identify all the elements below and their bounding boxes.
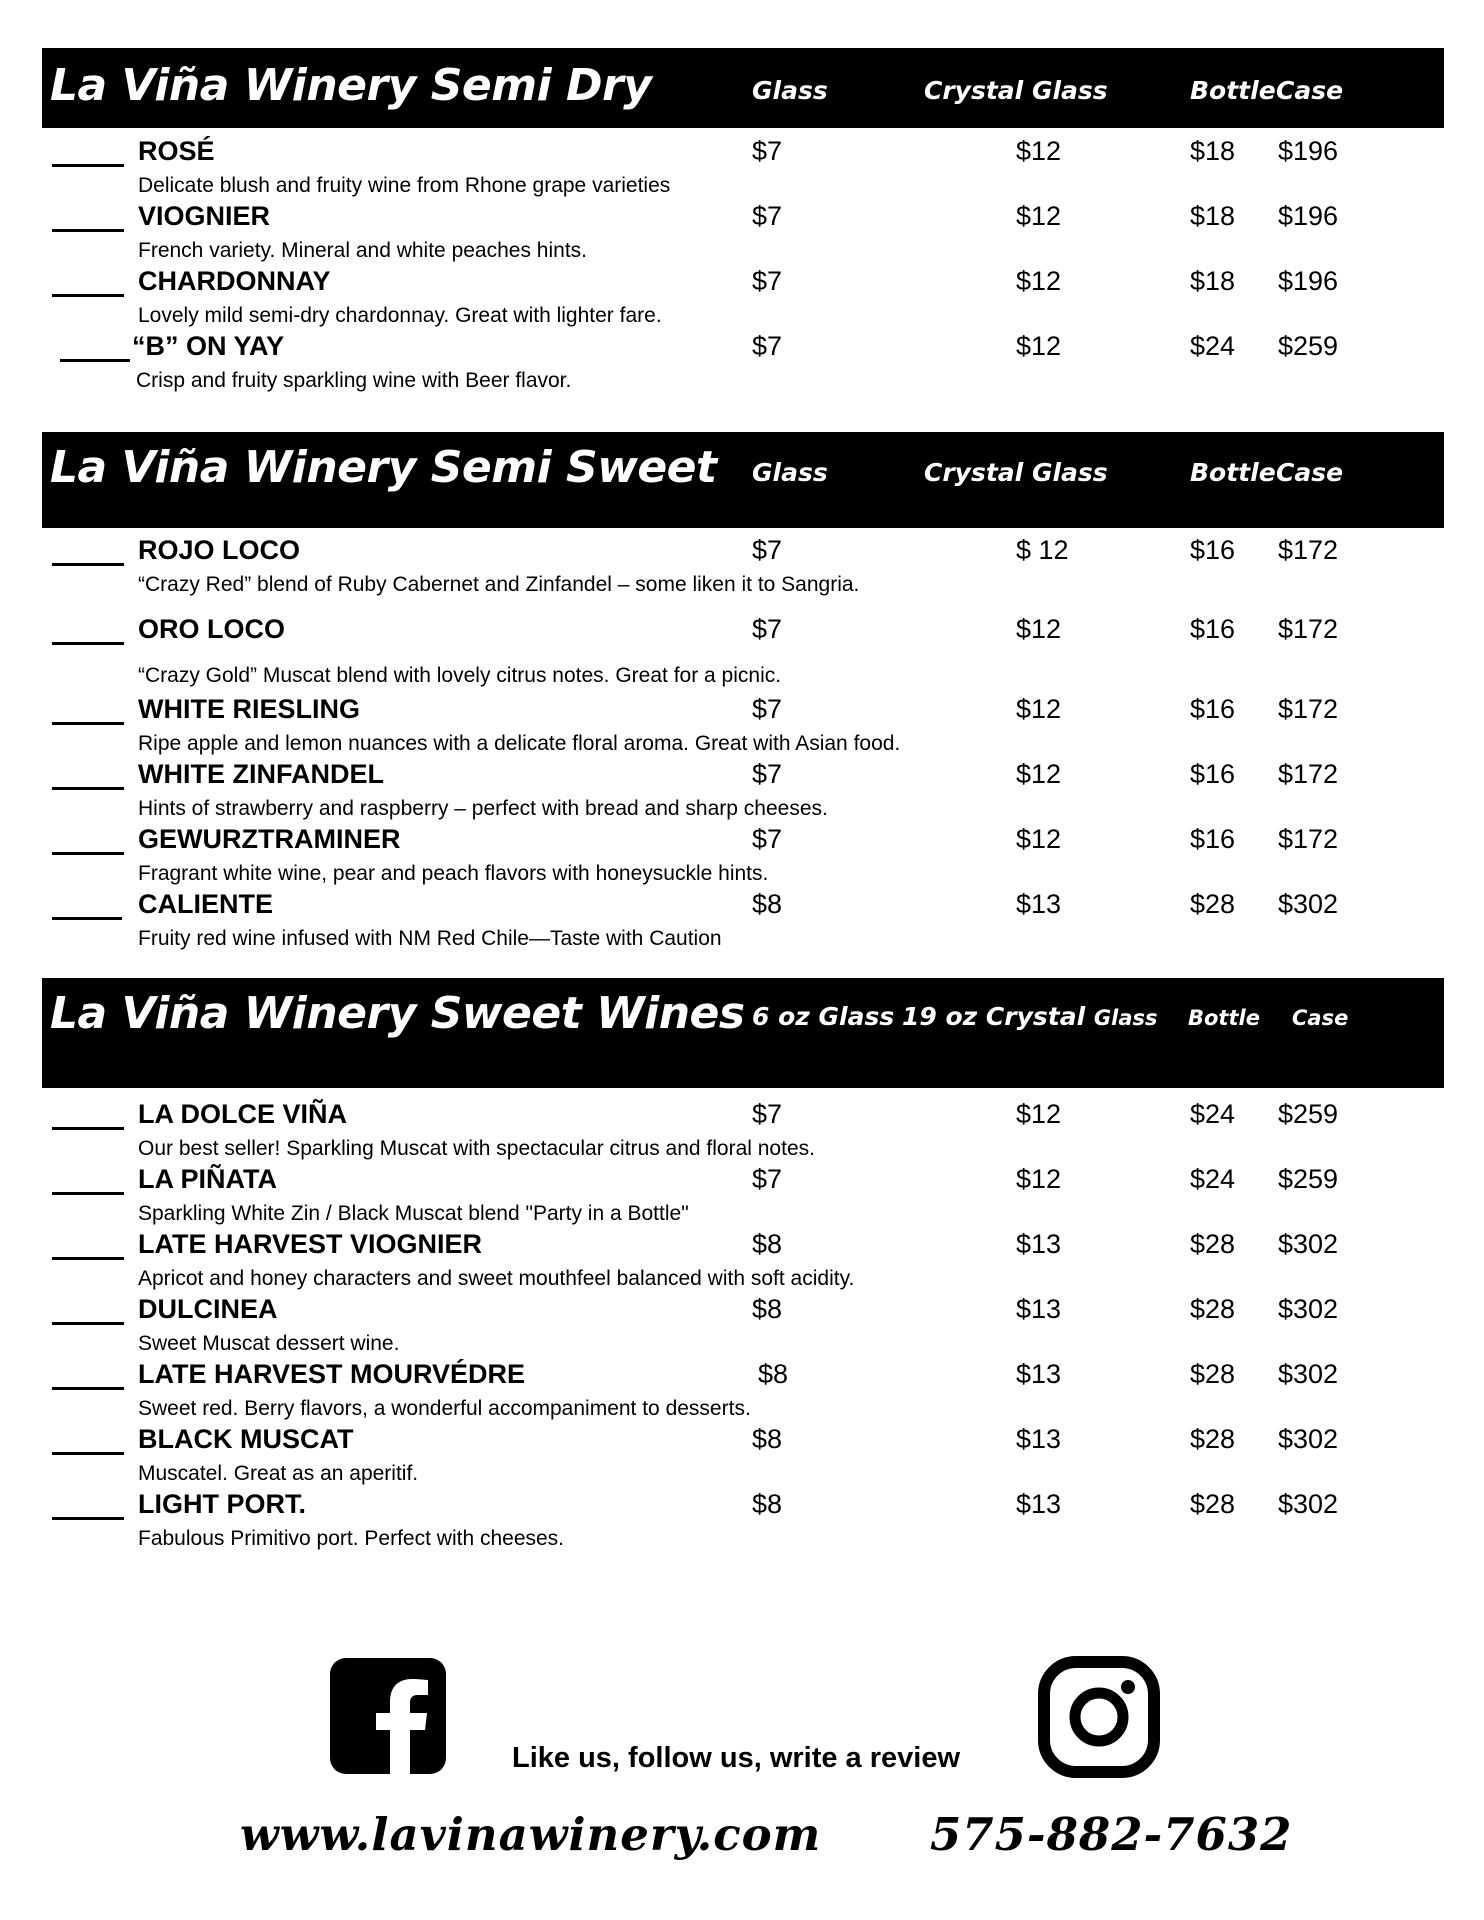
- list-item: [0, 1359, 1484, 1423]
- price-case: $302: [1278, 1294, 1339, 1324]
- price-case: $302: [1278, 1229, 1339, 1259]
- col-crystal-label: 19 oz Crystal: [902, 1002, 1086, 1031]
- wine-name: ROJO LOCO: [138, 535, 301, 565]
- price-bottle: $28: [1190, 1229, 1236, 1259]
- wine-name: WHITE ZINFANDEL: [138, 759, 384, 789]
- price-glass: $7: [752, 759, 783, 789]
- wine-name: GEWURZTRAMINER: [138, 824, 401, 854]
- price-case: $259: [1278, 1164, 1339, 1194]
- website-link[interactable]: www.lavinawinery.com: [240, 1808, 822, 1861]
- price-crystal: $12: [1016, 1099, 1062, 1129]
- quantity-blank[interactable]: [52, 624, 124, 645]
- list-item: [0, 535, 1484, 599]
- list-item: [0, 694, 1484, 758]
- col-crystal: [902, 1002, 1158, 1031]
- wine-description: Apricot and honey characters and sweet mouthfeel balanced with soft acidity.: [138, 1267, 855, 1290]
- quantity-blank[interactable]: [52, 276, 124, 297]
- price-glass: $7: [752, 266, 783, 296]
- wine-description: Muscatel. Great as an aperitif.: [138, 1462, 419, 1485]
- list-item: [0, 614, 1484, 687]
- price-crystal: $12: [1016, 331, 1062, 361]
- price-bottle: $18: [1190, 201, 1236, 231]
- list-item: [0, 266, 1484, 330]
- instagram-icon[interactable]: [1038, 1656, 1160, 1778]
- price-bottle: $16: [1190, 694, 1236, 724]
- list-item: [0, 1164, 1484, 1228]
- price-crystal: $12: [1016, 759, 1062, 789]
- price-bottle: $18: [1190, 136, 1236, 166]
- price-crystal: $13: [1016, 889, 1062, 919]
- list-item: [0, 824, 1484, 888]
- wine-name: DULCINEA: [138, 1294, 278, 1324]
- price-case: $259: [1278, 331, 1339, 361]
- price-bottle: $28: [1190, 1294, 1236, 1324]
- price-crystal: $13: [1016, 1359, 1062, 1389]
- col-case: Case: [1276, 76, 1344, 105]
- list-item: [0, 889, 1484, 953]
- social-tagline: Like us, follow us, write a review: [512, 1742, 961, 1774]
- price-glass: $8: [752, 1424, 783, 1454]
- wine-description: Crisp and fruity sparkling wine with Beer flavor.: [136, 369, 572, 392]
- price-glass: $8: [752, 1229, 783, 1259]
- col-bottle: Bottle: [1190, 458, 1276, 487]
- price-glass: $7: [752, 614, 783, 644]
- price-crystal: $12: [1016, 136, 1062, 166]
- price-case: $302: [1278, 1359, 1339, 1389]
- price-case: $196: [1278, 201, 1339, 231]
- col-bottle: Bottle: [1188, 1006, 1260, 1030]
- quantity-blank[interactable]: [52, 146, 124, 167]
- price-bottle: $28: [1190, 1489, 1236, 1519]
- price-bottle: $24: [1190, 1164, 1236, 1194]
- price-crystal: $13: [1016, 1489, 1062, 1519]
- quantity-blank[interactable]: [52, 1304, 124, 1325]
- price-glass: $7: [752, 535, 783, 565]
- section-header-semi-dry: [42, 48, 1444, 128]
- price-glass: $7: [752, 201, 783, 231]
- list-item: [0, 1424, 1484, 1488]
- wine-description: Sparkling White Zin / Black Muscat blend "Party in a Bottle": [138, 1202, 689, 1225]
- price-glass: $8: [752, 1489, 783, 1519]
- col-crystal: Crystal Glass: [924, 458, 1108, 487]
- wine-description: “Crazy Gold” Muscat blend with lovely citrus notes. Great for a picnic.: [138, 664, 782, 687]
- wine-description: Sweet Muscat dessert wine.: [138, 1332, 400, 1355]
- price-crystal: $12: [1016, 824, 1062, 854]
- price-case: $172: [1278, 824, 1339, 854]
- price-bottle: $16: [1190, 535, 1236, 565]
- wine-name: VIOGNIER: [138, 201, 271, 231]
- quantity-blank[interactable]: [52, 1369, 124, 1390]
- price-bottle: $28: [1190, 1359, 1236, 1389]
- wine-description: Ripe apple and lemon nuances with a delicate floral aroma. Great with Asian food.: [138, 732, 901, 755]
- price-bottle: $16: [1190, 614, 1236, 644]
- phone-number[interactable]: 575-882-7632: [930, 1808, 1293, 1861]
- price-case: $196: [1278, 136, 1339, 166]
- quantity-blank[interactable]: [52, 1499, 124, 1520]
- price-crystal: $13: [1016, 1229, 1062, 1259]
- price-crystal: $12: [1016, 614, 1062, 644]
- price-glass: $7: [752, 824, 783, 854]
- price-bottle: $16: [1190, 759, 1236, 789]
- list-item: [0, 759, 1484, 823]
- wine-name: LATE HARVEST MOURVÉDRE: [138, 1359, 526, 1389]
- price-glass: $8: [758, 1359, 789, 1389]
- quantity-blank[interactable]: [52, 1109, 124, 1130]
- wine-description: Our best seller! Sparkling Muscat with spectacular citrus and floral notes.: [138, 1137, 815, 1160]
- list-item: [0, 1489, 1484, 1553]
- wine-name: LA DOLCE VIÑA: [138, 1099, 347, 1129]
- wine-description: Fragrant white wine, pear and peach flavors with honeysuckle hints.: [138, 862, 769, 885]
- price-crystal: $12: [1016, 266, 1062, 296]
- price-glass: $7: [752, 1164, 783, 1194]
- wine-name: ORO LOCO: [138, 614, 285, 644]
- quantity-blank[interactable]: [60, 341, 130, 362]
- wine-name: LIGHT PORT.: [138, 1489, 306, 1519]
- quantity-blank[interactable]: [52, 899, 122, 920]
- price-crystal: $13: [1016, 1424, 1062, 1454]
- price-glass: $7: [752, 694, 783, 724]
- col-crystal: Crystal Glass: [924, 76, 1108, 105]
- wine-name: LA PIÑATA: [138, 1164, 277, 1194]
- price-bottle: $28: [1190, 1424, 1236, 1454]
- section-header-sweet-wines: [42, 978, 1444, 1088]
- section-title: La Viña Winery Sweet Wines: [50, 988, 745, 1039]
- wine-description: Sweet red. Berry flavors, a wonderful accompaniment to desserts.: [138, 1397, 751, 1420]
- price-case: $196: [1278, 266, 1339, 296]
- price-case: $302: [1278, 889, 1339, 919]
- quantity-blank[interactable]: [52, 704, 124, 725]
- price-glass: $8: [752, 889, 783, 919]
- wine-name: LATE HARVEST VIOGNIER: [138, 1229, 483, 1259]
- quantity-blank[interactable]: [52, 834, 124, 855]
- price-crystal: $ 12: [1016, 535, 1069, 565]
- wine-description: Fruity red wine infused with NM Red Chile—Taste with Caution: [138, 927, 722, 950]
- price-bottle: $18: [1190, 266, 1236, 296]
- quantity-blank[interactable]: [52, 1174, 124, 1195]
- wine-name: BLACK MUSCAT: [138, 1424, 354, 1454]
- price-crystal: $12: [1016, 694, 1062, 724]
- price-bottle: $24: [1190, 331, 1236, 361]
- wine-name: CALIENTE: [138, 889, 273, 919]
- price-bottle: $24: [1190, 1099, 1236, 1129]
- wine-description: Hints of strawberry and raspberry – perfect with bread and sharp cheeses.: [138, 797, 828, 820]
- price-case: $172: [1278, 759, 1339, 789]
- col-bottle: Bottle: [1190, 76, 1276, 105]
- col-crystal-glass-label: Glass: [1093, 1006, 1158, 1030]
- col-case: Case: [1292, 1006, 1349, 1030]
- price-glass: $8: [752, 1294, 783, 1324]
- quantity-blank[interactable]: [52, 769, 124, 790]
- col-glass: Glass: [752, 458, 828, 487]
- list-item: [0, 136, 1484, 200]
- price-case: $302: [1278, 1489, 1339, 1519]
- price-crystal: $12: [1016, 201, 1062, 231]
- price-glass: $7: [752, 1099, 783, 1129]
- price-case: $172: [1278, 614, 1339, 644]
- price-case: $259: [1278, 1099, 1339, 1129]
- price-glass: $7: [752, 331, 783, 361]
- price-case: $302: [1278, 1424, 1339, 1454]
- col-glass: Glass: [752, 76, 828, 105]
- wine-name: “B” ON YAY: [132, 331, 285, 361]
- section-title: La Viña Winery Semi Dry: [50, 60, 652, 111]
- wine-description: Delicate blush and fruity wine from Rhone grape varieties: [138, 174, 671, 197]
- list-item: [0, 331, 1484, 395]
- section-title: La Viña Winery Semi Sweet: [50, 442, 717, 493]
- price-bottle: $16: [1190, 824, 1236, 854]
- section-header-semi-sweet: [42, 432, 1444, 528]
- list-item: [0, 201, 1484, 265]
- col-glass: 6 oz Glass: [752, 1002, 895, 1031]
- wine-name: ROSÉ: [138, 136, 215, 166]
- wine-name: WHITE RIESLING: [138, 694, 360, 724]
- facebook-icon[interactable]: [330, 1658, 446, 1774]
- price-case: $172: [1278, 694, 1339, 724]
- wine-description: French variety. Mineral and white peaches hints.: [138, 239, 587, 262]
- price-crystal: $12: [1016, 1164, 1062, 1194]
- wine-description: “Crazy Red” blend of Ruby Cabernet and Zinfandel – some liken it to Sangria.: [138, 573, 860, 596]
- quantity-blank[interactable]: [52, 1434, 124, 1455]
- price-glass: $7: [752, 136, 783, 166]
- list-item: [0, 1229, 1484, 1293]
- quantity-blank[interactable]: [52, 211, 124, 232]
- wine-description: Fabulous Primitivo port. Perfect with cheeses.: [138, 1527, 565, 1550]
- price-crystal: $13: [1016, 1294, 1062, 1324]
- price-bottle: $28: [1190, 889, 1236, 919]
- quantity-blank[interactable]: [52, 1239, 124, 1260]
- quantity-blank[interactable]: [52, 545, 124, 566]
- wine-name: CHARDONNAY: [138, 266, 331, 296]
- price-case: $172: [1278, 535, 1339, 565]
- list-item: [0, 1294, 1484, 1358]
- wine-description: Lovely mild semi-dry chardonnay. Great with lighter fare.: [138, 304, 662, 327]
- col-case: Case: [1276, 458, 1344, 487]
- list-item: [0, 1099, 1484, 1163]
